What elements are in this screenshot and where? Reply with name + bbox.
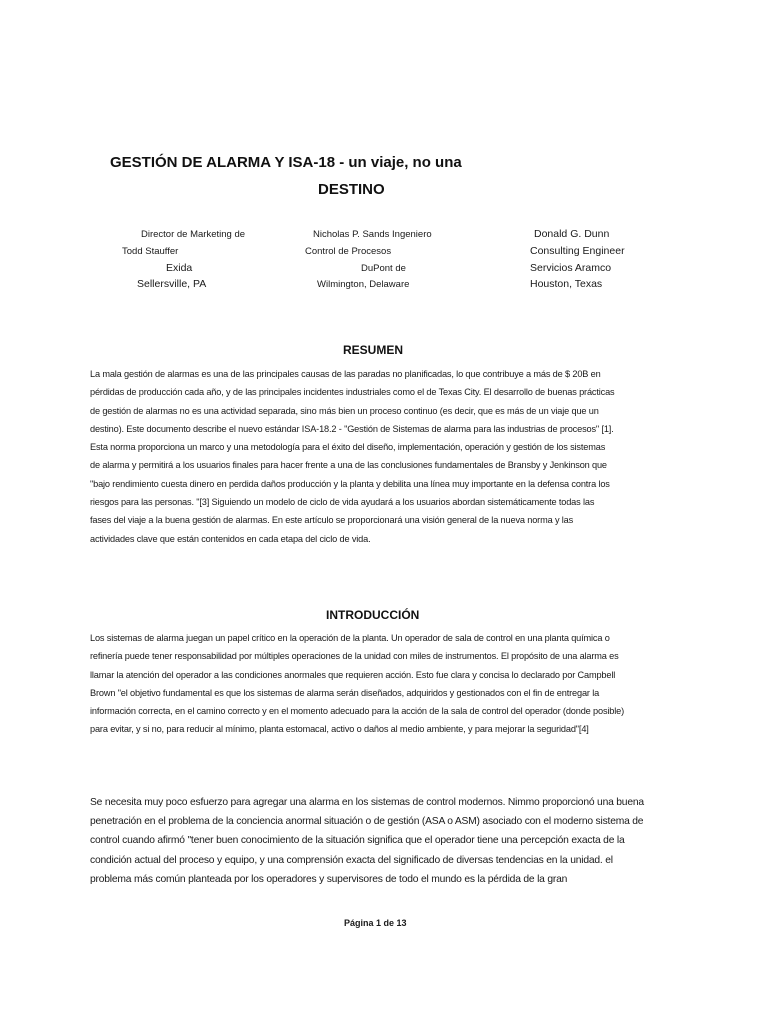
author-2-role: Control de Procesos — [305, 246, 392, 257]
text-line: La mala gestión de alarmas es una de las principales causas de las paradas no planificadas, lo que contribuye a más de $ 20B en — [90, 369, 601, 379]
text-line: Esta norma proporciona un marco y una metodología para el éxito del diseño, implementación, operación y gestión de los sistemas — [90, 442, 606, 453]
author-3-company: Servicios Aramco — [530, 262, 612, 274]
page-number: Página 1 de 13 — [344, 918, 407, 928]
document-title-line2: DESTINO — [318, 181, 385, 198]
author-2-location: Wilmington, Delaware — [317, 279, 410, 290]
author-1-location: Sellersville, PA — [137, 278, 207, 290]
text-line: refinería puede tener responsabilidad por múltiples operaciones de la unidad con miles de instrumentos. El propósito de una alarma es — [90, 651, 619, 662]
text-line: penetración en el problema de la conciencia anormal situación o de gestión (ASA o ASM) asociado con el moderno sistema de — [90, 816, 644, 828]
text-line: Brown "el objetivo fundamental es que los sistemas de alarma serán diseñados, adquiridos y gestionados con el fin de entregar la — [90, 687, 600, 698]
author-1-role: Director de Marketing de — [141, 229, 246, 240]
text-line: de gestión de alarmas no es una actividad separada, sino más bien un proceso continuo (es decir, que es más de un viaje que un — [90, 405, 599, 416]
text-line: de alarma y permitirá a los usuarios finales para hacer frente a una de las conclusiones fundamentales de Bransby y Jenkinson que — [90, 460, 607, 471]
author-1-name: Todd Stauffer — [122, 246, 179, 257]
author-2-company: DuPont de — [361, 263, 406, 274]
text-line: actividades clave que están contenidos en cada etapa del ciclo de vida. — [90, 533, 371, 544]
author-3-role: Consulting Engineer — [530, 245, 625, 257]
text-line: condición actual del proceso y equipo, y una comprensión exacta del significado de diversas tendencias en la unidad. el — [90, 854, 613, 866]
document-title-line1: GESTIÓN DE ALARMA Y ISA-18 - un viaje, no una — [110, 154, 462, 171]
text-line: "bajo rendimiento cuesta dinero en perdida daños producción y la planta y debilita una línea muy importante en la defensa contra los — [90, 478, 610, 489]
text-line: pérdidas de producción cada año, y de las principales incidentes industriales como el de Texas City. El desarrollo de buenas prácticas — [90, 387, 615, 398]
resumen-heading: RESUMEN — [343, 343, 404, 357]
text-line: control cuando afirmó "tener buen conocimiento de la situación significa que el operador tiene una percepción exacta de la — [90, 835, 625, 847]
author-2-name: Nicholas P. Sands Ingeniero — [313, 229, 432, 240]
text-line: para evitar, y si no, para reducir al mínimo, planta estomacal, activo o daños al medio ambiente, y para mejorar la seguridad"[4] — [90, 724, 589, 735]
introduccion-paragraph — [90, 629, 690, 739]
body-paragraph — [90, 793, 690, 889]
author-3-location: Houston, Texas — [530, 278, 603, 290]
text-line: información correcta, en el camino correcto y en el momento adecuado para la acción de la sala de control del operador (donde posible) — [90, 706, 625, 717]
text-line: problema más común planteada por los operadores y supervisores de todo el mundo es la pérdida de la gran — [90, 873, 568, 885]
author-1-company: Exida — [166, 262, 193, 274]
introduccion-heading: INTRODUCCIÓN — [326, 608, 420, 622]
text-line: fases del viaje a la buena gestión de alarmas. En este artículo se proporcionará una visión general de la nueva norma y las — [90, 515, 574, 526]
text-line: destino). Este documento describe el nuevo estándar ISA-18.2 - "Gestión de Sistemas de alarma para las industrias de procesos" [1]. — [90, 423, 614, 434]
text-line: Se necesita muy poco esfuerzo para agregar una alarma en los sistemas de control modernos. Nimmo proporcionó una buena — [90, 797, 644, 808]
text-line: llamar la atención del operador a las condiciones anormales que requieren acción. Esto fue clara y concisa lo declarado por Campbell — [90, 669, 616, 680]
author-3-name: Donald G. Dunn — [534, 228, 610, 240]
text-line: riesgos para las personas. "[3] Siguiendo un modelo de ciclo de vida ayudará a los usuarios abordan sistemáticamente todas las — [90, 497, 595, 508]
text-line: Los sistemas de alarma juegan un papel crítico en la operación de la planta. Un operador de sala de control en una planta química o — [90, 633, 610, 643]
resumen-paragraph — [90, 365, 690, 548]
